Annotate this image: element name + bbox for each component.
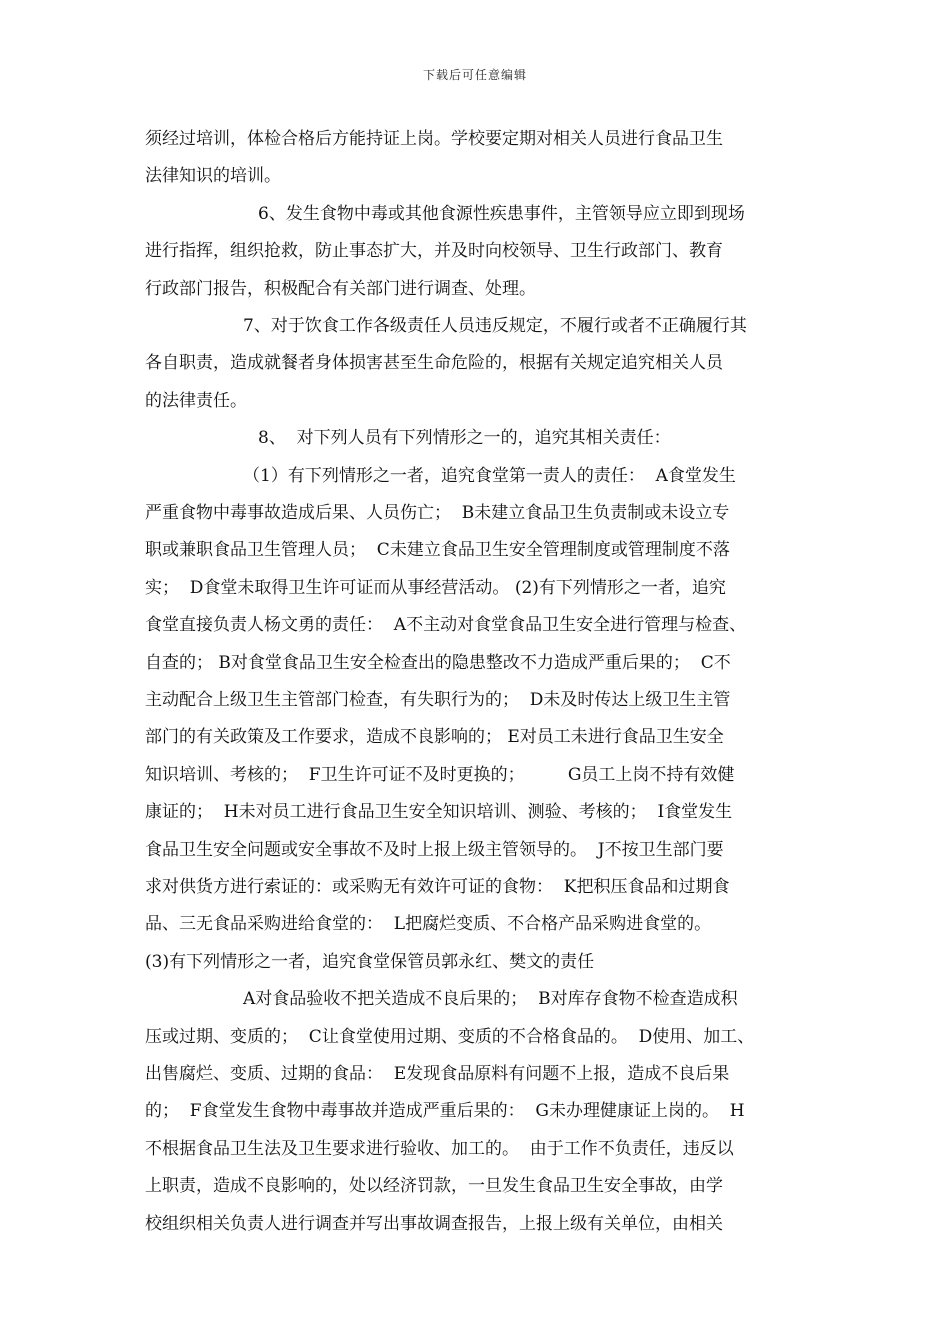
text-line: 品、三无食品采购进给食堂的： L把腐烂变质、不合格产品采购进食堂的。 [145, 914, 712, 935]
text-line: 食品卫生安全问题或安全事故不及时上报上级主管领导的。 J不按卫生部门要 [145, 839, 724, 860]
text-line: 校组织相关负责人进行调查并写出事故调查报告，上报上级有关单位，由相关 [145, 1213, 723, 1234]
text-line: 上职责，造成不良影响的，处以经济罚款，一旦发生食品卫生安全事故，由学 [145, 1176, 723, 1197]
text-line: 行政部门报告，积极配合有关部门进行调查、处理。 [145, 278, 536, 299]
text-line: 严重食物中毒事故造成后果、人员伤亡； B未建立食品卫生负责制或未设立专 [145, 503, 730, 523]
text-line: 的； F食堂发生食物中毒事故并造成严重后果的： G未办理健康证上岗的。 H [145, 1101, 745, 1122]
text-line: 主动配合上级卫生主管部门检查，有失职行为的； D未及时传达上级卫生主管 [145, 690, 731, 710]
text-line: 职或兼职食品卫生管理人员； C未建立食品卫生安全管理制度或管理制度不落 [145, 540, 730, 561]
text-line: 压或过期、变质的； C让食堂使用过期、变质的不合格食品的。 D使用、加工、 [145, 1026, 755, 1047]
text-line: 6、发生食物中毒或其他食源性疾患事件，主管领导应立即到现场 [258, 203, 745, 224]
page-header: 下载后可任意编辑 [422, 68, 527, 82]
text-line: 的法律责任。 [145, 390, 247, 411]
text-line: 求对供货方进行索证的：或采购无有效许可证的食物： K把积压食品和过期食 [145, 877, 730, 897]
text-line: (3)有下列情形之一者，追究食堂保管员郭永红、樊文的责任 [145, 951, 595, 972]
text-line: 实； D食堂未取得卫生许可证而从事经营活动。 (2)有下列情形之一者，追究 [145, 577, 726, 598]
text-line: 自查的； B对食堂食品卫生安全检查出的隐患整改不力造成严重后果的； C不 [145, 652, 731, 673]
text-line: 部门的有关政策及工作要求，造成不良影响的； E对员工未进行食品卫生安全 [145, 727, 724, 748]
text-line: 须经过培训，体检合格后方能持证上岗。学校要定期对相关人员进行食品卫生 [145, 129, 723, 149]
text-line: 各自职责，造成就餐者身体损害甚至生命危险的，根据有关规定追究相关人员 [145, 353, 723, 374]
text-line: 出售腐烂、变质、过期的食品： E发现食品原料有问题不上报，造成不良后果 [145, 1064, 730, 1084]
text-line: 康证的； H未对员工进行食品卫生安全知识培训、测验、考核的； I食堂发生 [145, 802, 733, 823]
text-line: 法律知识的培训。 [145, 166, 281, 187]
text-line: （1）有下列情形之一者，追究食堂第一责人的责任： A食堂发生 [243, 465, 736, 486]
text-line: 不根据食品卫生法及卫生要求进行验收、加工的。 由于工作不负责任，违反以 [145, 1138, 734, 1159]
text-line: 7、对于饮食工作各级责任人员违反规定，不履行或者不正确履行其 [243, 316, 747, 336]
text-line: 知识培训、考核的； F卫生许可证不及时更换的； G员工上岗不持有效健 [145, 764, 735, 785]
text-line: A对食品验收不把关造成不良后果的； B对库存食物不检查造成积 [243, 989, 738, 1010]
text-line: 进行指挥，组织抢救，防止事态扩大，并及时向校领导、卫生行政部门、教育 [145, 241, 723, 262]
text-line: 8、 对下列人员有下列情形之一的，追究其相关责任： [258, 428, 671, 449]
text-line: 食堂直接负责人杨文勇的责任： A不主动对食堂食品卫生安全进行管理与检查、 [145, 615, 747, 636]
